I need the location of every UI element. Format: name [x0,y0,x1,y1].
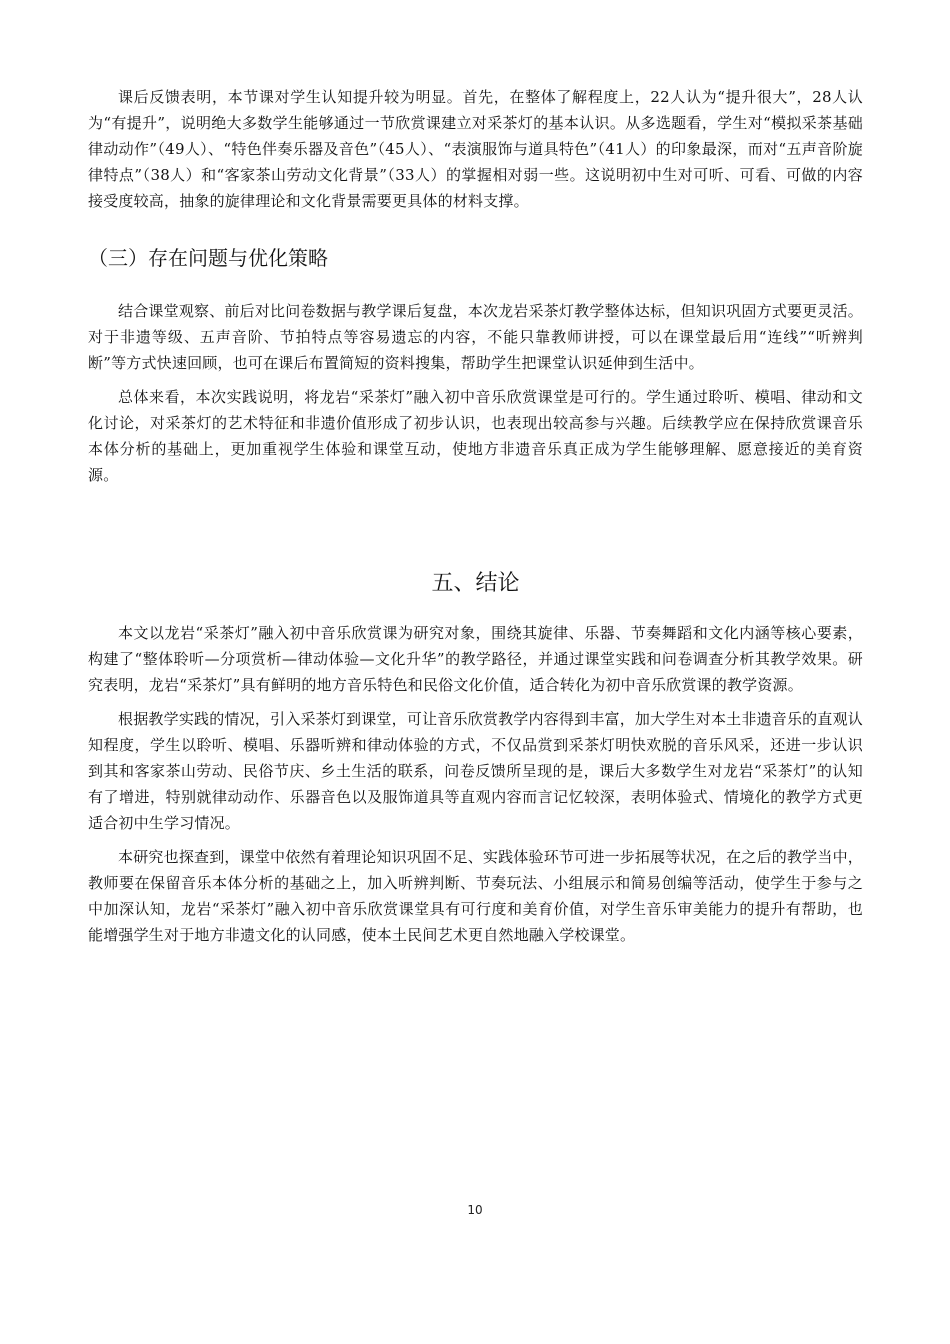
paragraph-conclusion-2: 根据教学实践的情况，引入采茶灯到课堂，可让音乐欣赏教学内容得到丰富，加大学生对本土非遗音乐的直观认知程度，学生以聆听、模唱、乐器听辨和律动体验的方式，不仅品赏到采茶灯明快欢脱的音乐风采，还进一步认识到其和客家茶山劳动、民俗节庆、乡土生活的联系，问卷反馈所呈现的是，课后大多数学生对龙岩“采茶灯”的认知有了增进，特别就律动动作、乐器音色以及服饰道具等直观内容而言记忆较深，表明体验式、情境化的教学方式更适合初中生学习情况。 [88,710,863,832]
paragraph-conclusion-3: 本研究也探查到，课堂中依然有着理论知识巩固不足、实践体验环节可进一步拓展等状况，在之后的教学当中，教师要在保留音乐本体分析的基础之上，加入听辨判断、节奏玩法、小组展示和简易创编等活动，使学生于参与之中加深认知，龙岩“采茶灯”融入初中音乐欣赏课堂具有可行度和美育价值，对学生音乐审美能力的提升有帮助，也能增强学生对于地方非遗文化的认同感，使本土民间艺术更自然地融入学校课堂。 [88,848,863,944]
chapter-heading-conclusion: 五、结论 [431,571,520,596]
paragraph-overall-summary: 总体来看，本次实践说明，将龙岩“采茶灯”融入初中音乐欣赏课堂是可行的。学生通过聆听、模唱、律动和文化讨论，对采茶灯的艺术特征和非遗价值形成了初步认识，也表现出较高参与兴趣。后续教学应在保持欣赏课音乐本体分析的基础上，更加重视学生体验和课堂互动，使地方非遗音乐真正成为学生能够理解、愿意接近的美育资源。 [88,388,863,484]
paragraph-problems: 结合课堂观察、前后对比问卷数据与教学课后复盘，本次龙岩采茶灯教学整体达标，但知识巩固方式要更灵活。对于非遗等级、五声音阶、节拍特点等容易遗忘的内容，不能只靠教师讲授，可以在课堂最后用“连线”“听辨判断”等方式快速回顾，也可在课后布置简短的资料搜集，帮助学生把课堂认识延伸到生活中。 [88,302,863,372]
page-content [88,84,863,948]
page-number: 10 [467,1203,483,1217]
section-heading-problems-strategies: （三）存在问题与优化策略 [88,246,328,270]
paragraph-feedback-results: 课后反馈表明，本节课对学生认知提升较为明显。首先，在整体了解程度上，22人认为“提升很大”，28人认为“有提升”，说明绝大多数学生能够通过一节欣赏课建立对采茶灯的基本认识。从多选题看，学生对“模拟采茶基础律动动作”（49人）、“特色伴奏乐器及音色”（45人）、“表演服饰与道具特色”（41人）的印象最深，而对“五声音阶旋律特点”（38人）和“客家茶山劳动文化背景”（33人）的掌握相对弱一些。这说明初中生对可听、可看、可做的内容接受度较高，抽象的旋律理论和文化背景需要更具体的材料支撑。 [88,88,863,210]
paragraph-conclusion-1: 本文以龙岩“采茶灯”融入初中音乐欣赏课为研究对象，围绕其旋律、乐器、节奏舞蹈和文化内涵等核心要素，构建了“整体聆听—分项赏析—律动体验—文化升华”的教学路径，并通过课堂实践和问卷调查分析其教学效果。研究表明，龙岩“采茶灯”具有鲜明的地方音乐特色和民俗文化价值，适合转化为初中音乐欣赏课的教学资源。 [88,624,863,694]
